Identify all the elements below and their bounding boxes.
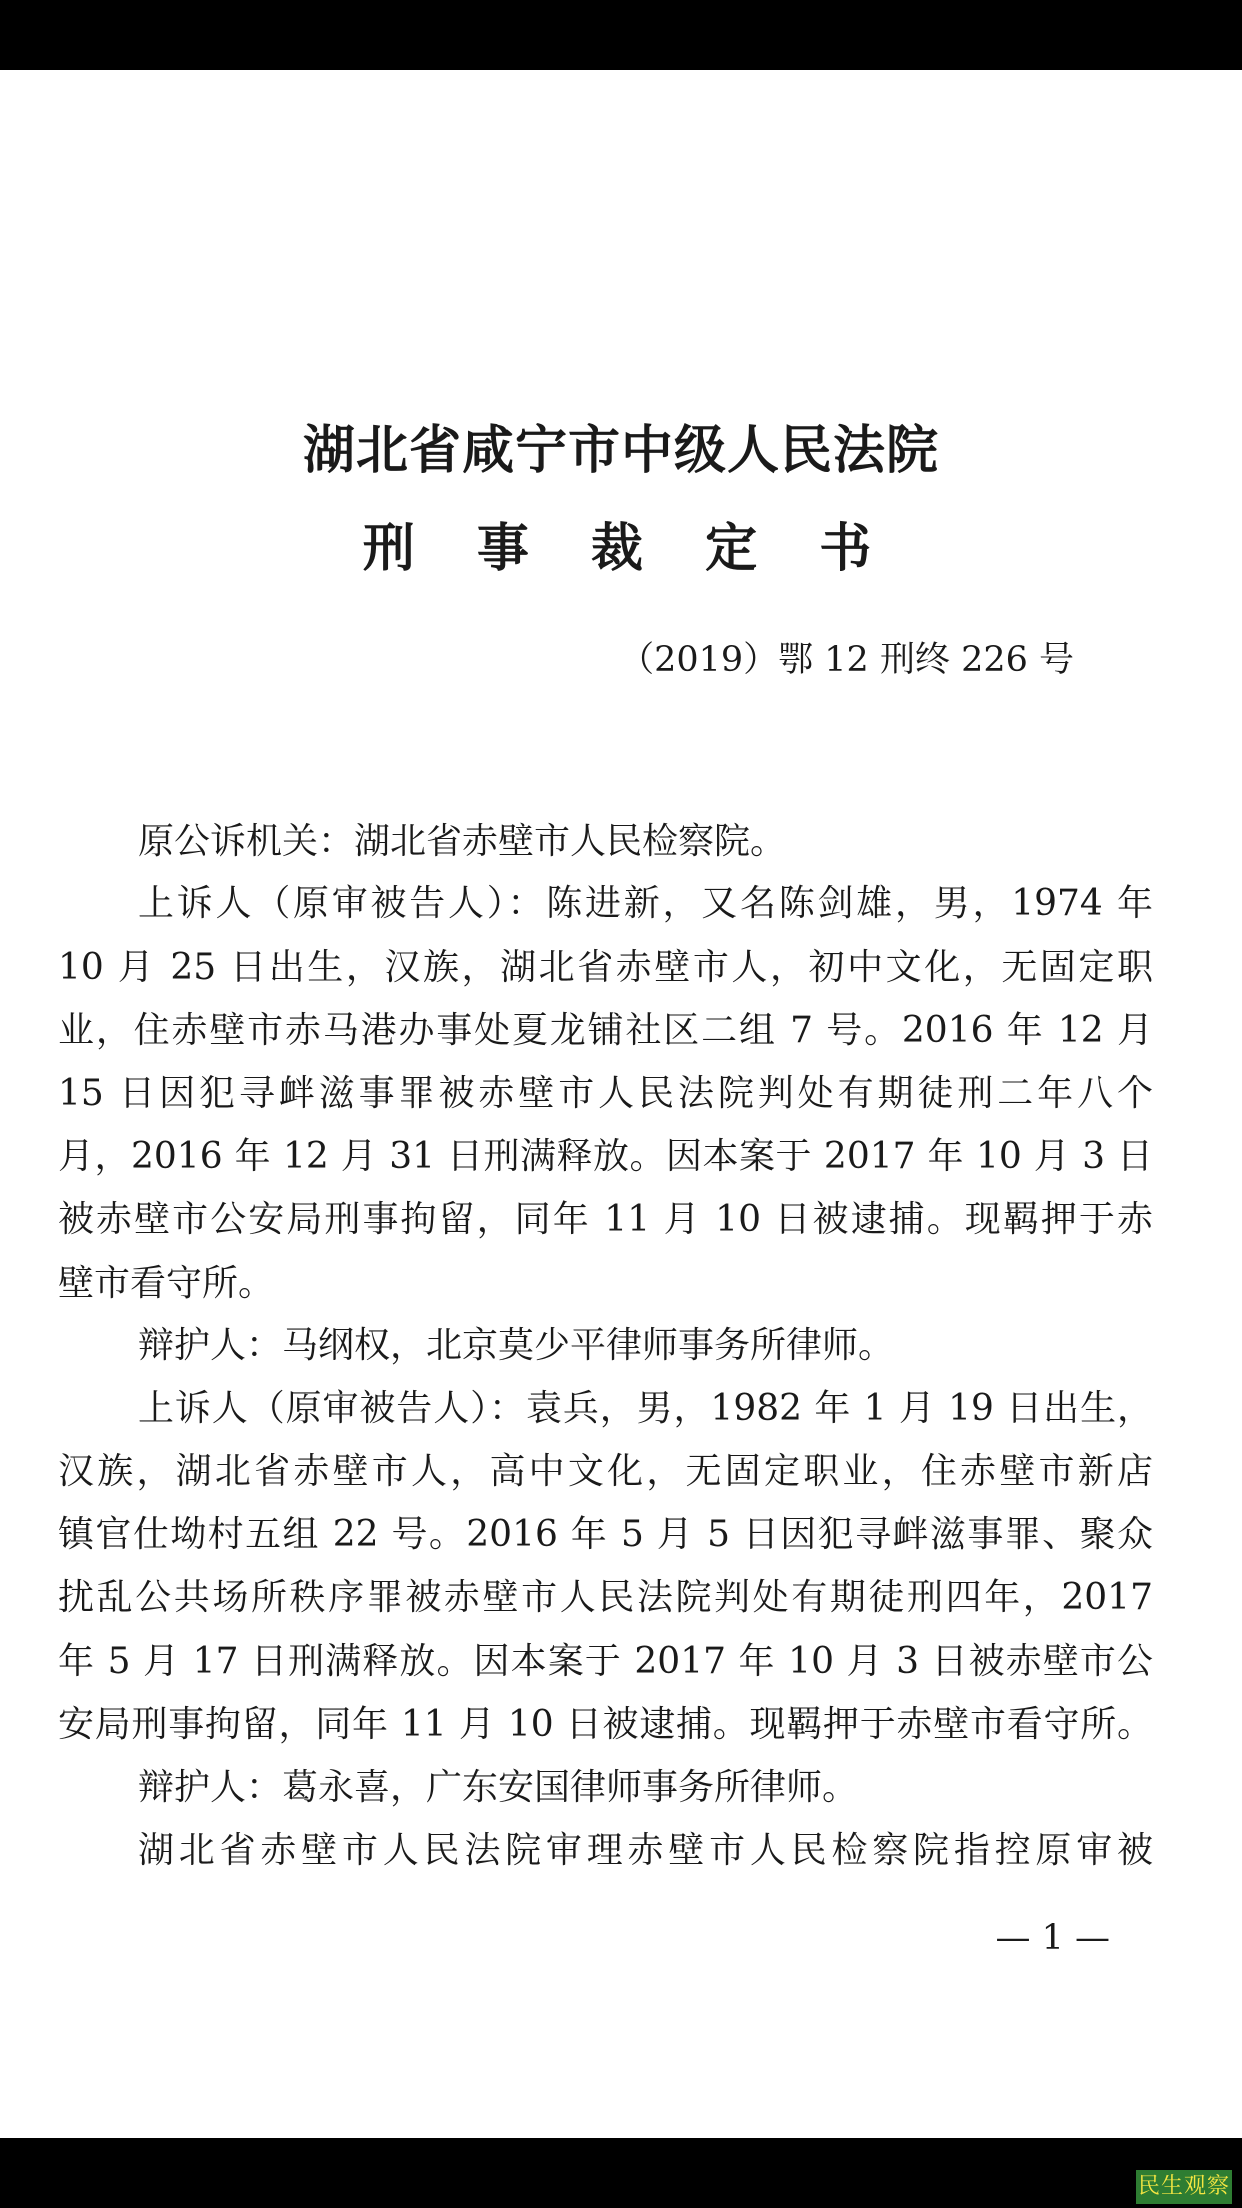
body-line: 辩护人：马纲权，北京莫少平律师事务所律师。	[138, 1325, 895, 1366]
body-line: 10 月 25 日出生，汉族，湖北省赤壁市人，初中文化，无固定职	[58, 947, 1153, 988]
top-black-bar	[0, 0, 1242, 70]
body-line: 原公诉机关：湖北省赤壁市人民检察院。	[138, 821, 787, 862]
case-number: （2019）鄂 12 刑终 226 号	[619, 640, 1074, 680]
body-line: 汉族，湖北省赤壁市人，高中文化，无固定职业，住赤壁市新店	[58, 1451, 1153, 1492]
bottom-black-bar	[0, 2138, 1242, 2208]
body-line: 辩护人：葛永喜，广东安国律师事务所律师。	[138, 1767, 859, 1808]
body-line: 扰乱公共场所秩序罪被赤壁市人民法院判处有期徒刑四年，2017	[58, 1577, 1153, 1618]
document-type-title: 刑 事 裁 定 书	[362, 518, 894, 579]
body-line: 被赤壁市公安局刑事拘留，同年 11 月 10 日被逮捕。现羁押于赤	[58, 1199, 1153, 1240]
body-line: 15 日因犯寻衅滋事罪被赤壁市人民法院判处有期徒刑二年八个	[58, 1073, 1153, 1114]
body-line: 月，2016 年 12 月 31 日刑满释放。因本案于 2017 年 10 月 3 日	[58, 1136, 1153, 1177]
body-line: 业，住赤壁市赤马港办事处夏龙铺社区二组 7 号。2016 年 12 月	[58, 1010, 1153, 1051]
court-title: 湖北省咸宁市中级人民法院	[302, 420, 939, 481]
watermark-badge: 民生观察	[1136, 2170, 1232, 2204]
body-line: 壁市看守所。	[58, 1263, 275, 1304]
body-line: 湖北省赤壁市人民法院审理赤壁市人民检察院指控原审被	[138, 1830, 1153, 1871]
body-line: 安局刑事拘留，同年 11 月 10 日被逮捕。现羁押于赤壁市看守所。	[58, 1704, 1153, 1745]
body-line: 镇官仕坳村五组 22 号。2016 年 5 月 5 日因犯寻衅滋事罪、聚众	[58, 1514, 1153, 1555]
body-line: 年 5 月 17 日刑满释放。因本案于 2017 年 10 月 3 日被赤壁市公	[58, 1641, 1153, 1682]
body-line: 上诉人（原审被告人）：陈进新，又名陈剑雄，男，1974 年	[138, 883, 1153, 924]
body-line: 上诉人（原审被告人）：袁兵，男，1982 年 1 月 19 日出生，	[138, 1388, 1153, 1429]
page-number: — 1 —	[995, 1918, 1110, 1958]
